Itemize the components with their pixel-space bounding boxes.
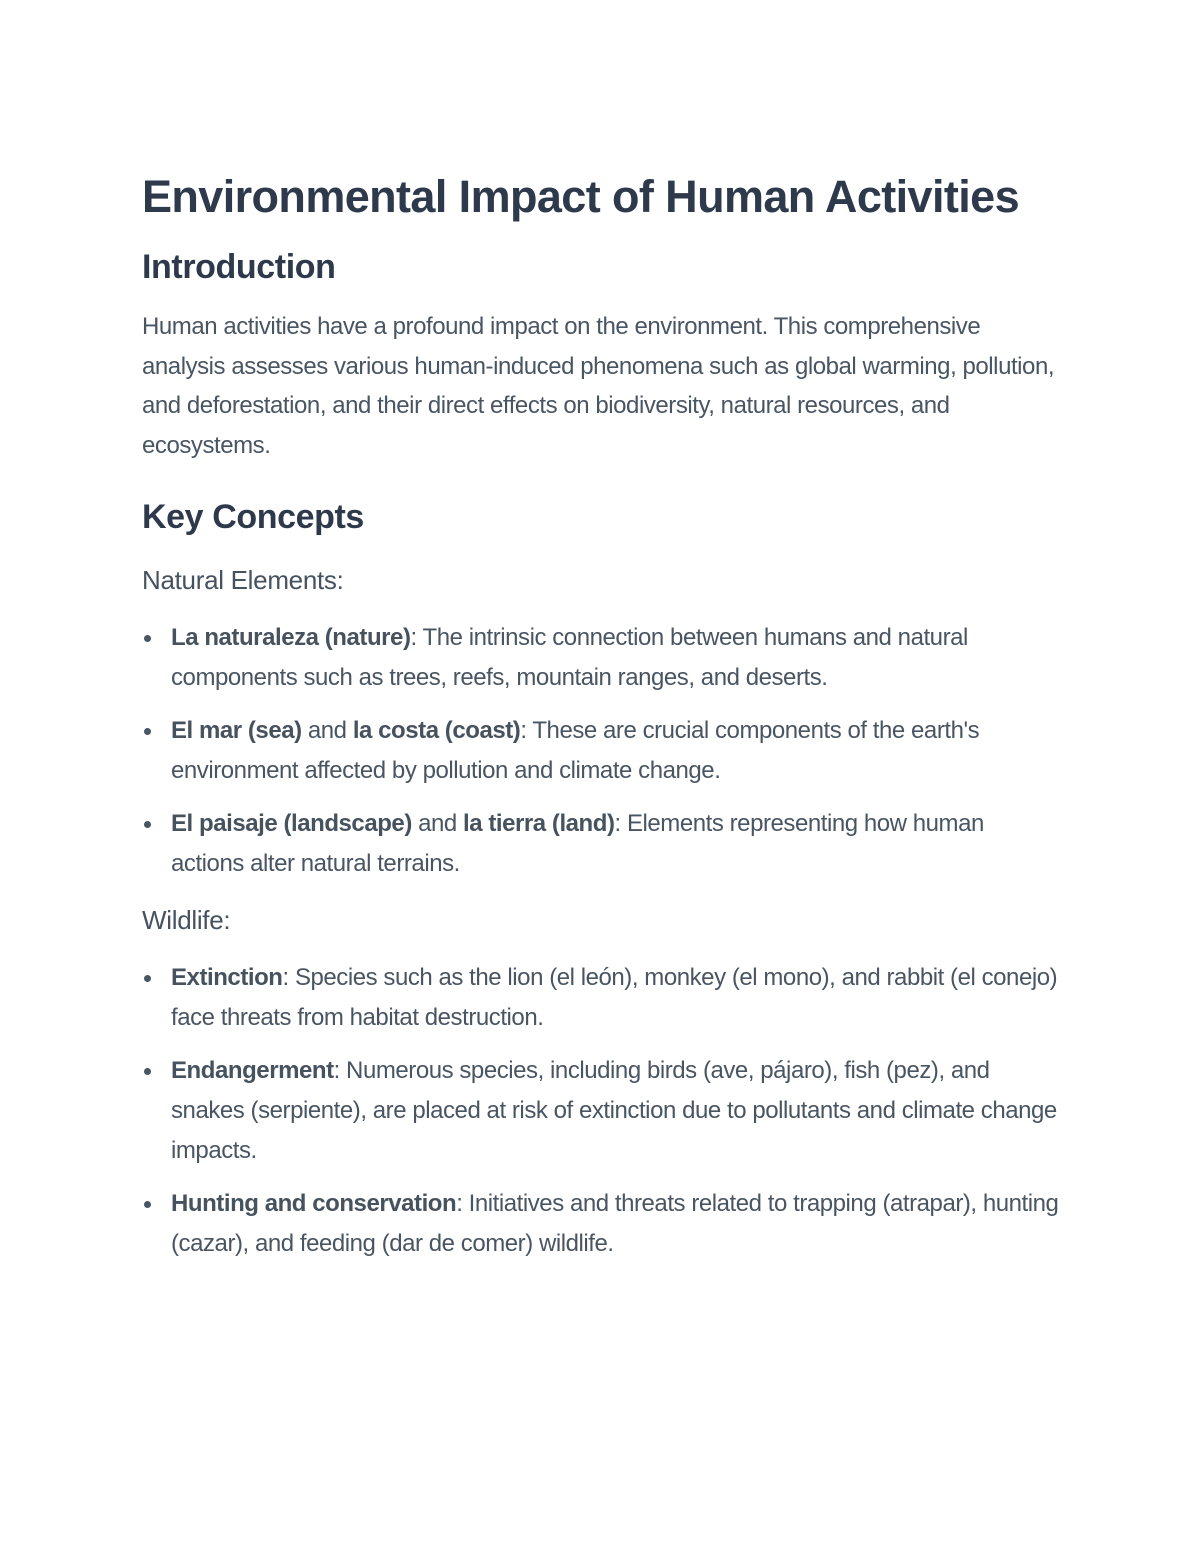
separator: :: [333, 1057, 340, 1084]
list-item: [142, 711, 1062, 791]
term: Endangerment: [171, 1057, 334, 1084]
term: El paisaje (landscape): [171, 810, 412, 837]
wildlife-list: [142, 958, 1062, 1264]
conjunction: and: [301, 717, 353, 744]
list-item: [142, 1051, 1062, 1171]
page-title: Environmental Impact of Human Activities: [142, 171, 1020, 222]
bullet-icon: [144, 975, 151, 982]
bullet-icon: [144, 821, 151, 828]
term: El mar (sea): [171, 717, 302, 744]
description: Numerous species, including birds (ave, pájaro), fish (pez), and snakes (serpiente), are placed at risk of extinction due to pollutants and climate change impacts.: [171, 1057, 1057, 1164]
list-item: [142, 958, 1062, 1038]
key-concepts-heading: Key Concepts: [142, 498, 364, 536]
term: la costa (coast): [352, 717, 521, 744]
term: La naturaleza (nature): [171, 624, 411, 651]
document-page: [142, 165, 1062, 1264]
natural-elements-heading: Natural Elements:: [142, 565, 344, 595]
introduction-heading: Introduction: [142, 248, 336, 286]
separator: :: [456, 1190, 463, 1217]
separator: :: [520, 717, 527, 744]
bullet-icon: [144, 635, 151, 642]
introduction-paragraph: Human activities have a profound impact on the environment. This comprehensive analysis assesses various human-induced phenomena such as global warming, pollution, and deforestation, and their direct effects on biodiversity, natural resources, and ecosystems.: [142, 313, 1055, 459]
natural-elements-list: [142, 618, 1062, 884]
bullet-icon: [144, 728, 151, 735]
description: Initiatives and threats related to trapping (atrapar), hunting (cazar), and feeding (dar de comer) wildlife.: [171, 1190, 1059, 1257]
separator: :: [410, 624, 417, 651]
description: Elements representing how human actions alter natural terrains.: [171, 810, 984, 877]
term: Hunting and conservation: [171, 1190, 457, 1217]
description: Species such as the lion (el león), monkey (el mono), and rabbit (el conejo) face threats from habitat destruction.: [171, 964, 1058, 1031]
term: la tierra (land): [463, 810, 615, 837]
separator: :: [282, 964, 289, 991]
separator: :: [614, 810, 621, 837]
bullet-icon: [144, 1201, 151, 1208]
list-item: [142, 1184, 1062, 1264]
list-item: [142, 804, 1062, 884]
bullet-icon: [144, 1068, 151, 1075]
term: Extinction: [171, 964, 283, 991]
wildlife-heading: Wildlife:: [142, 905, 231, 935]
list-item: [142, 618, 1062, 698]
conjunction: and: [411, 810, 464, 837]
description: The intrinsic connection between humans and natural components such as trees, reefs, mountain ranges, and deserts.: [171, 624, 968, 691]
description: These are crucial components of the earth's environment affected by pollution and climate change.: [171, 717, 980, 784]
